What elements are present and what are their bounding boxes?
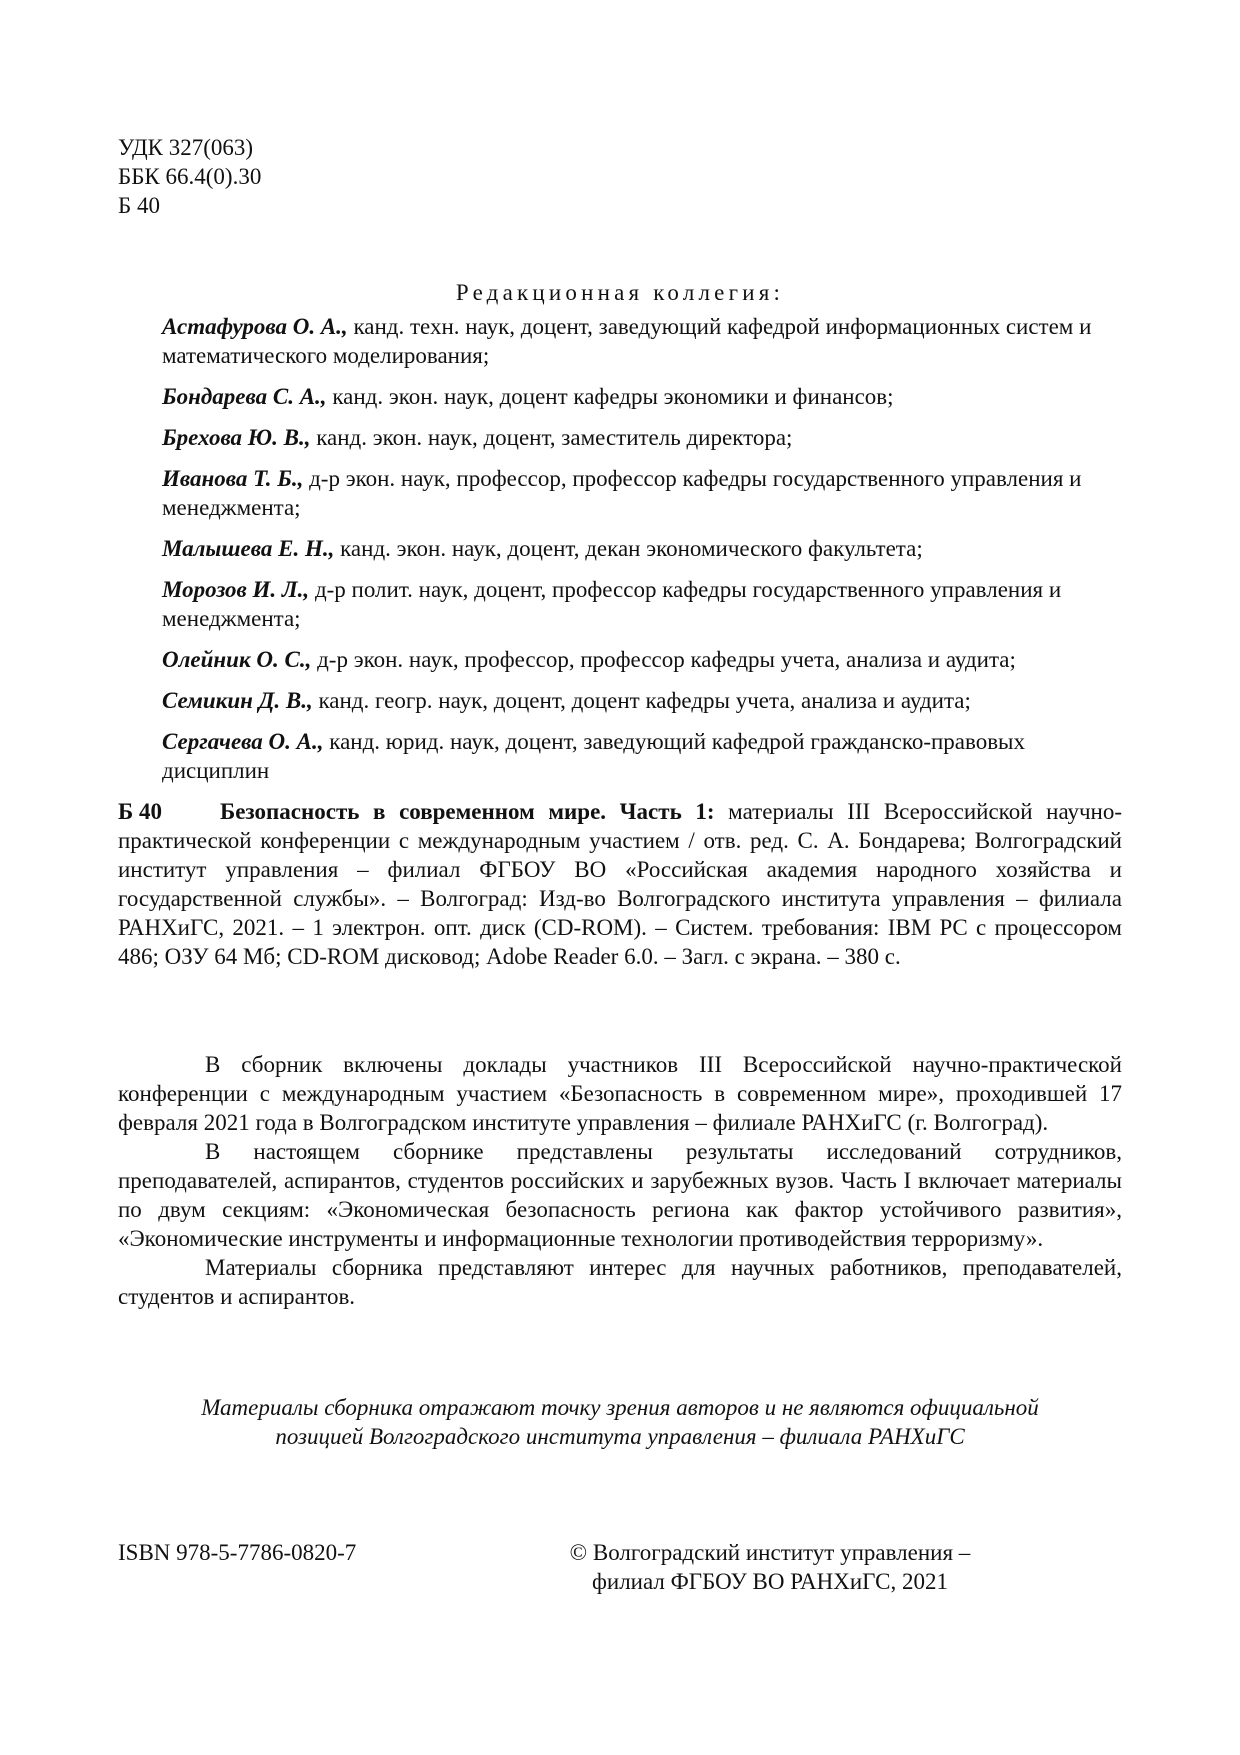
member-description: д-р экон. наук, профессор, профессор кафедры государственного управления и менеджмента; — [162, 466, 1082, 520]
member-description: канд. экон. наук, доцент, декан экономического факультета; — [340, 536, 923, 561]
copyright-line: © Волгоградский институт управления – — [569, 1540, 971, 1565]
disclaimer-line: позицией Волгоградского института управления – филиала РАНХиГС — [275, 1424, 965, 1449]
member-name: Семикин Д. В., — [162, 688, 313, 713]
member-name: Сергачева О. А., — [162, 729, 324, 754]
member-description: канд. техн. наук, доцент, заведующий кафедрой информационных систем и математического моделирования; — [162, 314, 1092, 368]
board-member — [162, 312, 1122, 370]
board-member — [162, 575, 1122, 633]
member-description: канд. экон. наук, доцент кафедры экономики и финансов; — [332, 384, 894, 409]
member-description: канд. экон. наук, доцент, заместитель директора; — [316, 425, 793, 450]
board-member — [162, 645, 1122, 674]
board-member — [162, 534, 1122, 563]
member-name: Бондарева С. А., — [162, 384, 327, 409]
member-description: д-р полит. наук, доцент, профессор кафедры государственного управления и менеджмента; — [162, 577, 1062, 631]
abstract-paragraph: В настоящем сборнике представлены результаты исследований сотрудников, преподавателей, аспирантов, студентов российских и зарубежных вузов. Часть I включает материалы по двум секциям: «Экономическая безопасность региона как фактор устойчивого развития», «Экономические инструменты и информационные технологии противодействия терроризму». — [118, 1139, 1122, 1251]
copyright — [560, 1538, 980, 1596]
author-mark: Б 40 — [118, 193, 160, 218]
editorial-board-title: Редакционная коллегия: — [455, 280, 785, 305]
member-name: Иванова Т. Б., — [162, 466, 304, 491]
member-description: канд. юрид. наук, доцент, заведующий кафедрой гражданско-правовых дисциплин — [162, 729, 1026, 783]
member-name: Морозов И. Л., — [162, 577, 310, 602]
bbk-code: ББК 66.4(0).30 — [118, 164, 262, 189]
disclaimer — [118, 1393, 1122, 1451]
entry-description: материалы III Всероссийской научно-практической конференции с международным участием / отв. ред. С. А. Бондарева; Волгоградский институт управления – филиал ФГБОУ ВО «Российская академия народного хозяйства и государственной службы». – Волгоград: Изд-во Волгоградского института управления – филиала РАНХиГС, 2021. – 1 электрон. опт. диск (CD-ROM). – Систем. требования: IBM PC с процессором 486; ОЗУ 64 Мб; CD-ROM дисковод; Adobe Reader 6.0. – Загл. с экрана. – 380 с. — [118, 799, 1123, 969]
entry-code: Б 40 — [118, 799, 162, 824]
editorial-board-list — [162, 312, 1122, 797]
member-description: д-р экон. наук, профессор, профессор кафедры учета, анализа и аудита; — [317, 647, 1016, 672]
abstract — [118, 1050, 1122, 1311]
member-name: Астафурова О. А., — [162, 314, 348, 339]
board-member — [162, 727, 1122, 785]
disclaimer-line: Материалы сборника отражают точку зрения авторов и не являются официальной — [201, 1395, 1039, 1420]
abstract-paragraph: Материалы сборника представляют интерес для научных работников, преподавателей, студентов и аспирантов. — [118, 1255, 1122, 1309]
board-member — [162, 382, 1122, 411]
member-name: Брехова Ю. В., — [162, 425, 311, 450]
classification-codes — [118, 133, 518, 220]
member-name: Малышева Е. Н., — [162, 536, 335, 561]
board-member — [162, 423, 1122, 452]
copyright-line: филиал ФГБОУ ВО РАНХиГС, 2021 — [591, 1569, 949, 1594]
board-member — [162, 464, 1122, 522]
abstract-paragraph: В сборник включены доклады участников III Всероссийской научно-практической конференции с международным участием «Безопасность в современном мире», проходившей 17 февраля 2021 года в Волгоградском институте управления – филиале РАНХиГС (г. Волгоград). — [118, 1052, 1122, 1135]
udk-code: УДК 327(063) — [118, 135, 254, 160]
entry-title: Безопасность в современном мире. Часть 1: — [220, 799, 715, 824]
member-name: Олейник О. С., — [162, 647, 312, 672]
board-member — [162, 686, 1122, 715]
member-description: канд. геогр. наук, доцент, доцент кафедры учета, анализа и аудита; — [318, 688, 971, 713]
bibliographic-entry — [118, 797, 1122, 971]
isbn: ISBN 978-5-7786-0820-7 — [118, 1540, 357, 1565]
